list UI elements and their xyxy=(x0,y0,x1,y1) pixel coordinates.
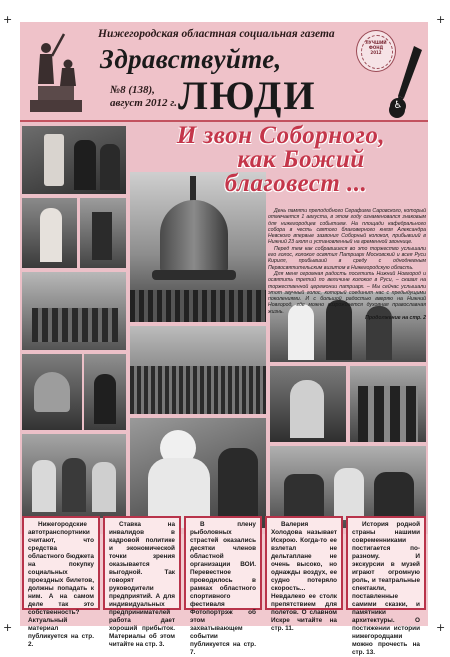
issue-number: №8 (138), xyxy=(110,84,155,96)
teaser-text: Нижегородские автотранспортники считают, что средства областного бюджета на покупку социальных проездных билетов, должны попадать к ним. А на самом деле так это собственность? Актуальный материал публикуется на стр. 2. xyxy=(28,521,94,648)
teaser-text: В плену рыболовных страстей оказались десятки членов областной организации ВОИ. Перевестное проводилось в рамках областного спортивного фестиваля Фотопортрэж об этом захватывающем событии публикуется на стр. 7. xyxy=(190,521,256,656)
article-continuation: Продолжение на стр. 2 xyxy=(365,315,426,322)
seal-text-1: ЛУЧШИЙ xyxy=(365,40,387,45)
teaser-box xyxy=(265,516,343,632)
seal-text-2: ФОНД xyxy=(368,45,384,50)
newspaper-title-line2: ЛЮДИ xyxy=(178,73,317,118)
headline-line-2: как Божий xyxy=(237,146,365,173)
teaser-box xyxy=(184,516,262,656)
teaser-text: Ставка на инвалидов в кадровой политике и экономической точки зрения оказывается выгодной. Так говорят руководители предприятий. А для индивидуальных предпринимателей работа дает хороший прибыток. Материалы об этом читайте на стр. 3. xyxy=(109,521,175,648)
photo-collage xyxy=(20,122,428,534)
teaser-box xyxy=(22,516,100,648)
registration-mark: + xyxy=(3,621,13,634)
photo-icon-bearer xyxy=(80,198,126,268)
masthead xyxy=(20,22,428,122)
registration-mark: + xyxy=(436,13,446,26)
newspaper-title-line1: Здравствуйте, xyxy=(100,44,282,74)
photo-folk-costumes xyxy=(22,434,126,518)
teaser-text: История родной страны нашими современниками постигается по-разному. И экскурсии в музей играют огромную роль, и театральные спектакли, поставленные самими сказки, и памятники архитектуры. О постижении истории нижегородцами можно прочесть на стр. 13. xyxy=(352,521,420,656)
registration-mark: + xyxy=(436,621,446,634)
wheelchair-icon: ♿ xyxy=(390,98,406,114)
article-paragraph: Перед тем как собравшиеся во это торжество услышали его голос, колокол освятил Патриарх Московский и всея Руси Кирилл, прибывший в среду с однодневным Первосвятительским визитом в Нижегородскую область. xyxy=(268,245,426,271)
photo-patriarch-icon xyxy=(22,126,126,194)
photo-clergy-group xyxy=(350,366,426,442)
issue-info xyxy=(110,84,177,110)
registration-mark: + xyxy=(3,13,13,26)
teaser-box xyxy=(346,516,426,656)
photo-priest xyxy=(84,354,126,430)
photo-clergy xyxy=(22,198,77,268)
teaser-row xyxy=(20,516,428,656)
photo-procession xyxy=(22,272,126,350)
headline-line-3: благовест ... xyxy=(224,170,368,197)
photo-bell-cast xyxy=(22,354,82,430)
monument-illustration xyxy=(24,30,88,114)
photo-crowd xyxy=(130,326,266,414)
headline-line-1: И звон Соборного, xyxy=(176,122,386,149)
photo-patriarch-blessing xyxy=(130,418,266,528)
article-paragraph: День памяти преподобного Серафима Саровского, который отмечается 1 августа, в этом году ознаменовался знаковым для нижегородцев событием. На площади кафедрального собора в честь святого благоверного князя Александра Невского впервые зазвонил Соборный колокол, прибывший в Нижний 23 июля и установленный на временной звоннице. xyxy=(268,208,426,246)
seal-text-3: 2012 xyxy=(370,50,382,55)
issue-date: август 2012 г. xyxy=(110,97,177,109)
article-paragraph: Для меня огромная радость посетить Нижний Новгород и освятить третий по величине колокол в Руси, – сказал на торжественной церемонии патриарх. – Мы сейчас услышали этот звучный голос, который соединит нас с предыдущими поколениями. И с большой радостью вверяю на Нижний Новгород, где можно возрождается духовная православная жизнь. xyxy=(268,270,426,315)
lead-headline xyxy=(136,124,426,196)
teaser-box xyxy=(103,516,181,648)
newspaper-kicker: Нижегородская областная социальная газета xyxy=(98,28,335,40)
teaser-text: Валерия Холодова называет Искрою. Когда-то ее взлетал не дельтаплане не очень высоко, но однажды воздух, ее судно потеряло скорость... Невдалеко ее столк препятствием для полетов. О славном Искре читайте на стр. 11. xyxy=(271,521,337,632)
newspaper-front-page xyxy=(20,22,428,656)
lead-article xyxy=(268,208,426,321)
photo-church-interior xyxy=(270,366,346,442)
